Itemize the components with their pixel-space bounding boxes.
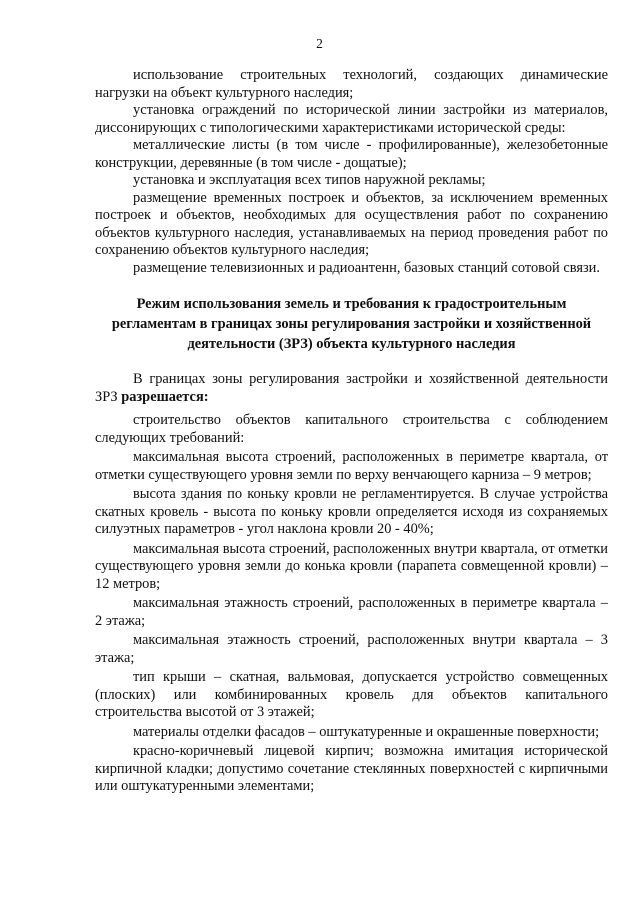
paragraph: высота здания по коньку кровли не регламентируется. В случае устройства скатных кровель - высота по коньку кровли определяется исходя из сохраняемых силуэтных параметров - угол наклона кровли 20 - 40%; xyxy=(95,486,608,537)
document-body xyxy=(95,67,608,796)
page-number: 2 xyxy=(316,36,323,51)
intro-bold: разрешается: xyxy=(121,388,209,405)
paragraph: материалы отделки фасадов – оштукатуренные и окрашенные поверхности; xyxy=(133,723,600,740)
section-heading: Режим использования земель и требования к градостроительным регламентам в границах зоны регулирования застройки и хозяйственной деятельности (ЗРЗ) объекта культурного наследия xyxy=(111,296,592,352)
paragraph: металлические листы (в том числе - профилированные), железобетонные конструкции, деревянные (в том числе - дощатые); xyxy=(95,137,608,171)
intro-paragraph xyxy=(95,371,608,406)
paragraph: размещение телевизионных и радиоантенн, базовых станций сотовой связи. xyxy=(133,259,600,276)
paragraph: максимальная высота строений, расположенных в периметре квартала, от отметки существующего уровня земли по верху венчающего карниза – 9 метров; xyxy=(95,449,608,483)
paragraph: максимальная этажность строений, расположенных внутри квартала – 3 этажа; xyxy=(95,632,608,666)
paragraph: использование строительных технологий, создающих динамические нагрузки на объект культурного наследия; xyxy=(95,67,608,101)
paragraph: красно-коричневый лицевой кирпич; возможна имитация исторической кирпичной кладки; допустимо сочетание стеклянных поверхностей с кирпичными или оштукатуренными элементами; xyxy=(95,743,608,794)
paragraph: максимальная высота строений, расположенных внутри квартала, от отметки существующего уровня земли до конька кровли (парапета совмещенной кровли) – 12 метров; xyxy=(95,540,608,592)
paragraph: максимальная этажность строений, расположенных в периметре квартала – 2 этажа; xyxy=(95,595,608,629)
intro-text: В границах зоны регулирования застройки и хозяйственной деятельности ЗРЗ xyxy=(95,371,608,405)
paragraph: установка ограждений по исторической линии застройки из материалов, диссонирующих с типологическими характеристиками исторической среды: xyxy=(95,102,608,136)
paragraph: установка и эксплуатация всех типов наружной рекламы; xyxy=(133,172,486,188)
paragraph: строительство объектов капитального строительства с соблюдением следующих требований: xyxy=(95,412,608,446)
paragraph: тип крыши – скатная, вальмовая, допускается устройство совмещенных (плоских) или комбинированных кровель для объектов капитального строительства высотой от 3 этажей; xyxy=(95,669,608,720)
paragraph: размещение временных построек и объектов, за исключением временных построек и объектов, необходимых для осуществления работ по сохранению объектов культурного наследия, устанавливаемых на период проведения работ по сохранению объектов культурного наследия; xyxy=(95,189,608,258)
